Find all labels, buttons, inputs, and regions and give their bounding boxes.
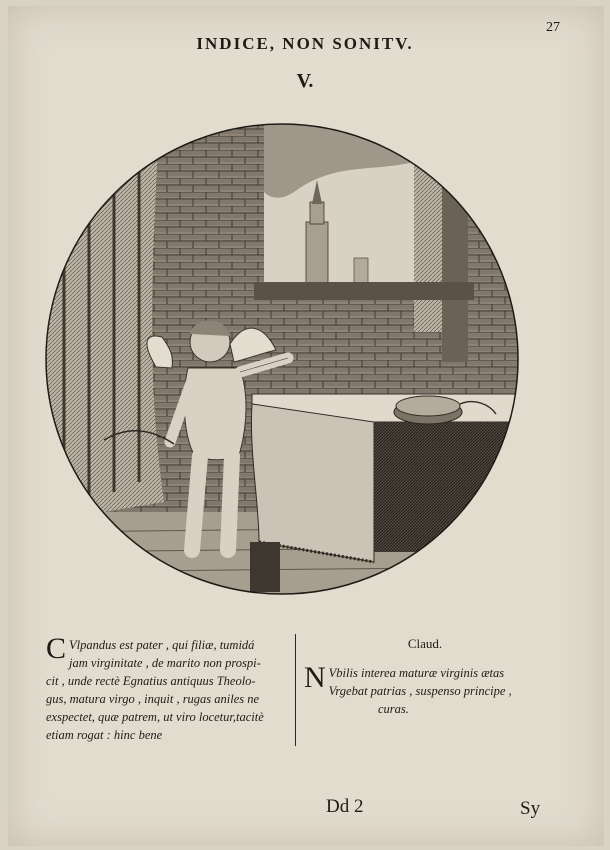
quote-author: Claud. bbox=[407, 636, 443, 651]
left-line-1: Vlpandus est pater , qui filiæ, tumidá bbox=[69, 638, 255, 652]
column-divider bbox=[295, 634, 296, 746]
right-dropcap: N bbox=[304, 661, 326, 694]
left-line-5: exspectet, quæ patrem, ut viro locetur,tacitè bbox=[46, 710, 264, 724]
left-line-3: cit , unde rectè Egnatius antiquus Theolo- bbox=[46, 674, 256, 688]
verse-line-3: curas. bbox=[378, 702, 409, 716]
left-line-4: gus, matura virgo , inquit , rugas aniles ne bbox=[46, 692, 260, 706]
left-line-2: jam virginitate , de marito non prospi- bbox=[69, 656, 261, 670]
curtain bbox=[44, 122, 164, 522]
commentary-text bbox=[46, 632, 294, 744]
left-dropcap: C bbox=[46, 632, 67, 665]
signature-mark: Dd 2 bbox=[326, 796, 364, 817]
left-line-6: etiam rogat : hinc bene bbox=[46, 728, 163, 742]
verse-text bbox=[304, 661, 554, 718]
page-number: 27 bbox=[546, 20, 560, 35]
verse-line-2: Vrgebat patrias , suspenso principe , bbox=[328, 684, 512, 698]
catchword: Sy bbox=[520, 798, 541, 819]
emblem-number: V. bbox=[296, 70, 314, 92]
verse-line-1: Vbilis interea maturæ virginis ætas bbox=[328, 666, 505, 680]
page-title: INDICE, NON SONITV. bbox=[196, 34, 414, 53]
emblem-engraving bbox=[44, 122, 520, 596]
